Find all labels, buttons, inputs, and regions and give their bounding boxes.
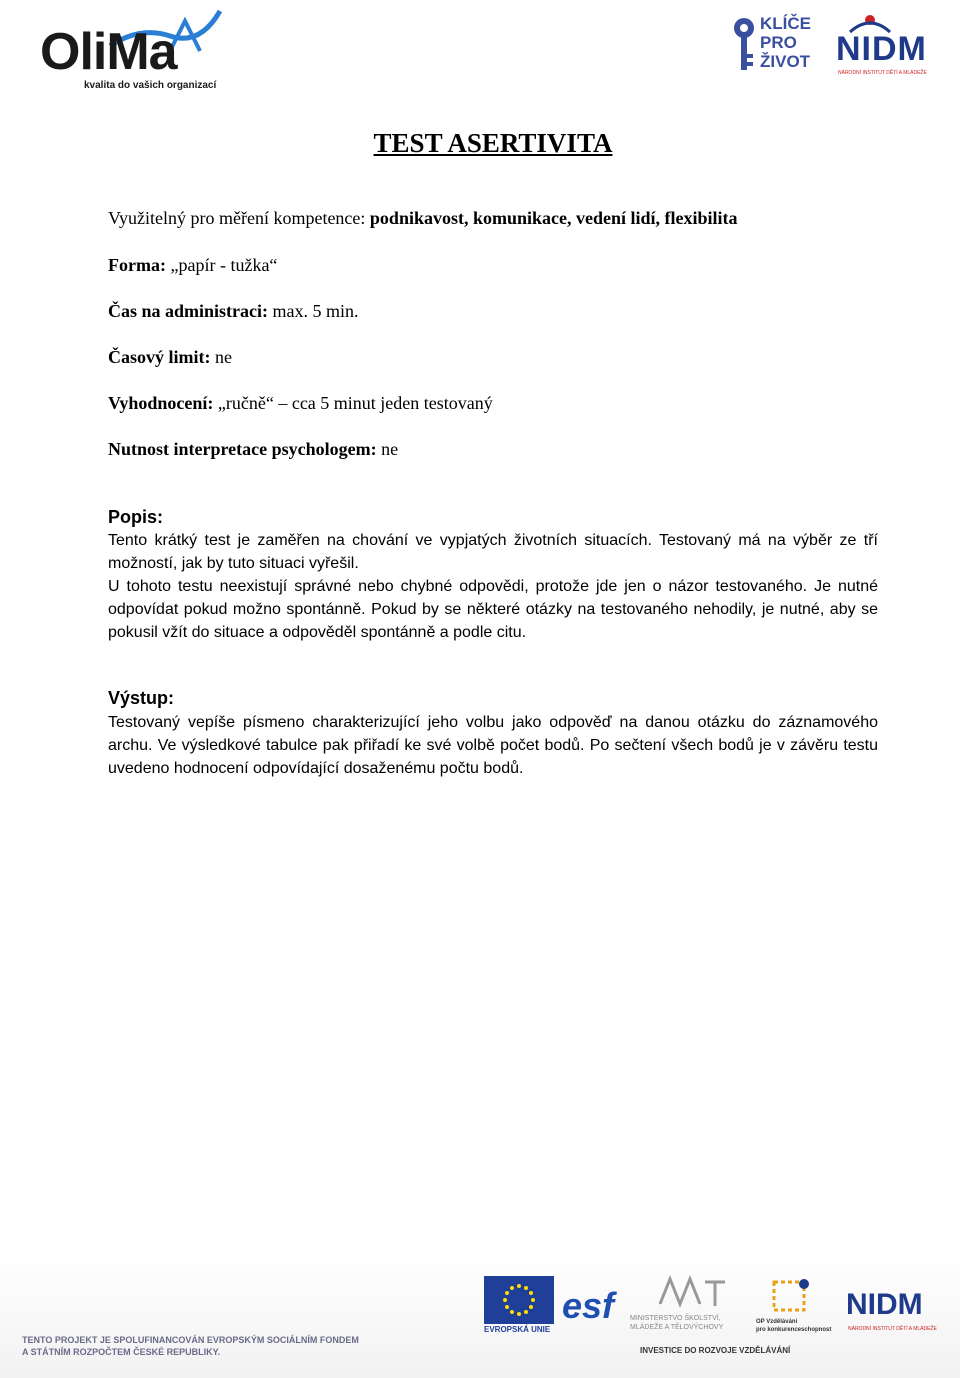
form-line bbox=[108, 255, 277, 276]
admin-time-label: Čas na administraci: bbox=[108, 301, 269, 321]
klice-line-3: ŽIVOT bbox=[760, 52, 811, 71]
evaluation-line bbox=[108, 393, 493, 414]
olima-logo bbox=[40, 6, 217, 96]
form-value: „papír - tužka“ bbox=[170, 255, 278, 275]
page-title: TEST ASERTIVITA bbox=[373, 128, 613, 158]
interpretation-label: Nutnost interpretace psychologem: bbox=[108, 439, 377, 459]
time-limit-line bbox=[108, 347, 232, 368]
description-heading: Popis: bbox=[108, 507, 164, 527]
op-line-2: pro konkurenceschopnost bbox=[756, 1327, 832, 1333]
time-limit-value: ne bbox=[215, 347, 232, 367]
msmt-emblem-icon bbox=[630, 1274, 750, 1314]
olima-tagline: kvalita do vašich organizací bbox=[84, 80, 217, 91]
nidm-footer-subtitle: NÁRODNÍ INSTITUT DĚTÍ A MLÁDEŽE bbox=[848, 1326, 937, 1332]
op-text bbox=[756, 1318, 831, 1334]
evaluation-value: „ručně“ – cca 5 minut jeden testovaný bbox=[217, 393, 493, 413]
admin-time-value: max. 5 min. bbox=[272, 301, 359, 321]
msmt-text bbox=[630, 1314, 723, 1332]
nidm-subtitle: NÁRODNÍ INSTITUT DĚTÍ A MLÁDEŽE bbox=[838, 70, 927, 76]
footer-text bbox=[22, 1334, 359, 1358]
esf-wordmark: esf bbox=[562, 1285, 615, 1326]
investice-text: INVESTICE DO ROZVOJE VZDĚLÁVÁNÍ bbox=[640, 1346, 791, 1355]
key-icon bbox=[730, 14, 758, 74]
competence-value: podnikavost, komunikace, vedení lidí, flexibilita bbox=[369, 208, 738, 228]
olima-wordmark: OliΜa bbox=[40, 23, 177, 81]
footer-line-2: A STÁTNÍM ROZPOČTEM ČESKÉ REPUBLIKY. bbox=[22, 1347, 221, 1357]
footer-line-1: TENTO PROJEKT JE SPOLUFINANCOVÁN EVROPSKÝM SOCIÁLNÍM FONDEM bbox=[22, 1335, 359, 1345]
interpretation-line bbox=[108, 439, 398, 460]
interpretation-value: ne bbox=[381, 439, 399, 459]
output-heading: Výstup: bbox=[108, 688, 175, 708]
nidm-logo bbox=[834, 12, 934, 82]
competence-label: Využitelný pro měření kompetence: bbox=[108, 208, 366, 228]
op-emblem-icon bbox=[756, 1276, 832, 1316]
eu-flag-icon bbox=[484, 1276, 554, 1324]
msmt-line-1: MINISTERSTVO ŠKOLSTVÍ, bbox=[630, 1315, 721, 1322]
klice-line-2: PRO bbox=[760, 33, 797, 52]
eu-stars-icon bbox=[484, 1276, 554, 1324]
klice-pro-zivot-logo bbox=[730, 14, 820, 76]
output-paragraph: Testovaný vepíše písmeno charakterizující jeho volbu jako odpověď na danou otázku do záznamového archu. Ve výsledkové tabulce pak přiřadí ke své volbě počet bodů. Po sečtení všech bodů je v závěru testu uvedeno hodnocení odpovídající dosaženému počtu bodů. bbox=[108, 714, 878, 777]
time-limit-label: Časový limit: bbox=[108, 347, 211, 367]
eu-label: EVROPSKÁ UNIE bbox=[484, 1325, 551, 1334]
form-label: Forma: bbox=[108, 255, 166, 275]
admin-time-line bbox=[108, 301, 359, 322]
klice-line-1: KLÍČE bbox=[760, 14, 811, 33]
op-line-1: OP Vzdělávání bbox=[756, 1319, 798, 1325]
description-paragraph-1: Tento krátký test je zaměřen na chování ve vypjatých životních situacích. Testovaný má na výběr ze tří možností, jak by tuto situaci vyřešil. bbox=[108, 532, 878, 572]
description-paragraph-2: U tohoto testu neexistují správné nebo chybné odpovědi, protože jde jen o názor testovaného. Je nutné odpovídat pokud možno spontánně. Pokud by se některé otázky na testovaného nehodily, je nutné, aby se pokusil vžít do situace a odpověděl spontánně a podle citu. bbox=[108, 578, 878, 641]
competence-line bbox=[108, 208, 738, 229]
evaluation-label: Vyhodnocení: bbox=[108, 393, 214, 413]
msmt-line-2: MLÁDEŽE A TĚLOVÝCHOVY bbox=[630, 1324, 724, 1331]
nidm-wordmark: NIDM bbox=[836, 30, 927, 68]
nidm-footer-wordmark: NIDM bbox=[846, 1288, 923, 1321]
